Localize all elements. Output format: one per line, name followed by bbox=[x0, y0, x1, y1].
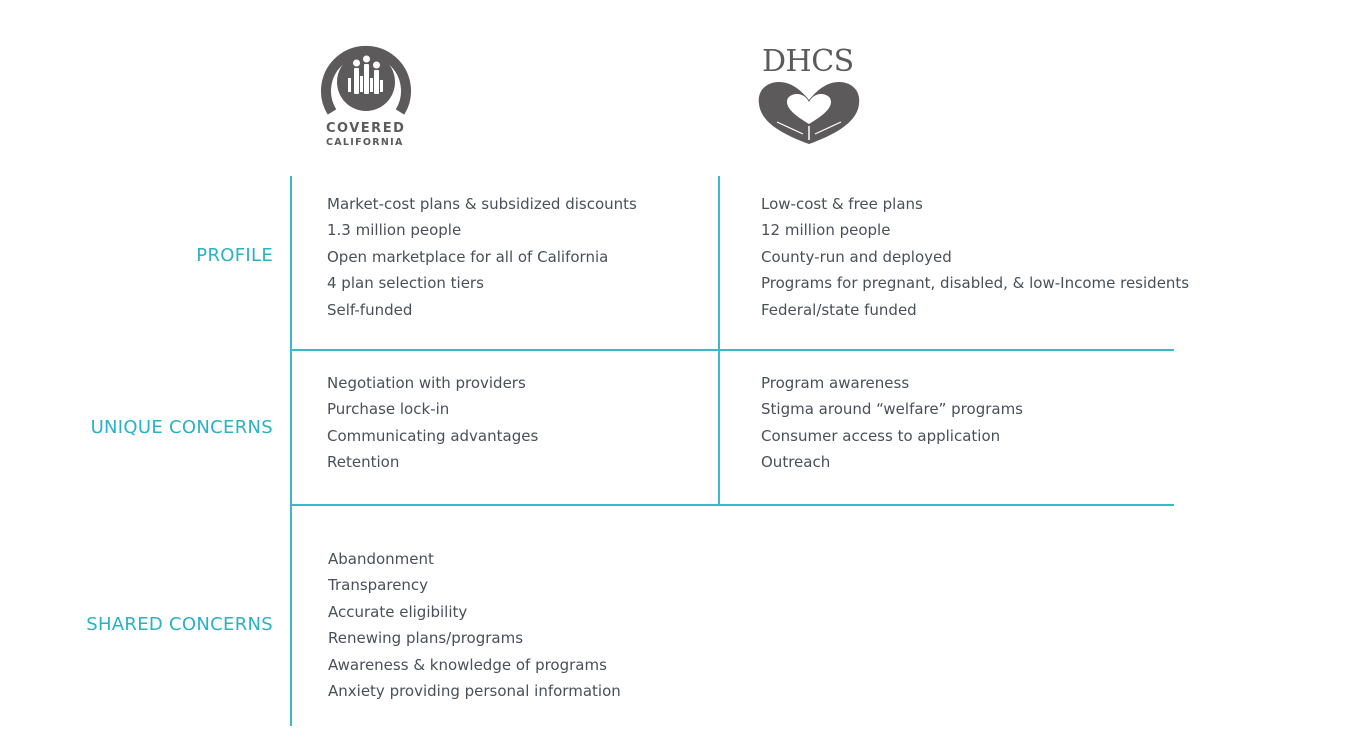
covered-california-logo bbox=[318, 40, 418, 152]
list-item: Program awareness bbox=[761, 374, 910, 392]
row-divider-profile bbox=[290, 349, 1174, 351]
shared-concerns-list bbox=[328, 546, 621, 704]
list-item: 4 plan selection tiers bbox=[327, 274, 484, 293]
row-label-profile: PROFILE bbox=[196, 245, 273, 266]
covered-california-emblem-icon bbox=[318, 40, 418, 120]
list-item: Anxiety providing personal information bbox=[328, 682, 621, 701]
list-item: Retention bbox=[327, 453, 400, 472]
dhcs-logo-text: DHCS bbox=[762, 44, 854, 79]
unique-covered-california-list bbox=[327, 370, 538, 476]
list-item: County-run and deployed bbox=[761, 247, 952, 266]
list-item: Awareness & knowledge of programs bbox=[328, 655, 607, 674]
list-item: Market-cost plans & subsidized discounts bbox=[327, 195, 637, 213]
row-divider-unique bbox=[290, 504, 1174, 506]
list-item: Renewing plans/programs bbox=[328, 629, 524, 648]
column-divider bbox=[718, 176, 720, 505]
row-label-unique-concerns: UNIQUE CONCERNS bbox=[90, 417, 273, 438]
main-vertical-divider bbox=[290, 176, 292, 726]
list-item: Federal/state funded bbox=[761, 300, 917, 319]
list-item: Consumer access to application bbox=[761, 426, 1001, 445]
list-item: Stigma around “welfare” programs bbox=[761, 400, 1023, 419]
list-item: Transparency bbox=[328, 576, 429, 595]
list-item: 12 million people bbox=[761, 221, 891, 240]
list-item: Open marketplace for all of California bbox=[327, 247, 609, 266]
list-item: Communicating advantages bbox=[327, 426, 539, 445]
covered-logo-line2: CALIFORNIA bbox=[326, 137, 404, 148]
list-item: Outreach bbox=[761, 453, 831, 472]
profile-dhcs-list bbox=[761, 191, 1189, 323]
list-item: Programs for pregnant, disabled, & low-Income residents bbox=[761, 274, 1190, 293]
list-item: Accurate eligibility bbox=[328, 602, 468, 621]
covered-logo-line1: COVERED bbox=[326, 121, 406, 136]
dhcs-logo bbox=[752, 44, 866, 150]
row-label-shared-concerns: SHARED CONCERNS bbox=[86, 614, 273, 635]
list-item: Negotiation with providers bbox=[327, 374, 526, 392]
list-item: 1.3 million people bbox=[327, 221, 462, 240]
unique-dhcs-list bbox=[761, 370, 1023, 476]
list-item: Abandonment bbox=[328, 550, 434, 568]
list-item: Purchase lock-in bbox=[327, 400, 450, 419]
profile-covered-california-list bbox=[327, 191, 637, 323]
list-item: Self-funded bbox=[327, 300, 413, 319]
list-item: Low-cost & free plans bbox=[761, 195, 923, 213]
heart-hands-icon bbox=[757, 80, 861, 146]
